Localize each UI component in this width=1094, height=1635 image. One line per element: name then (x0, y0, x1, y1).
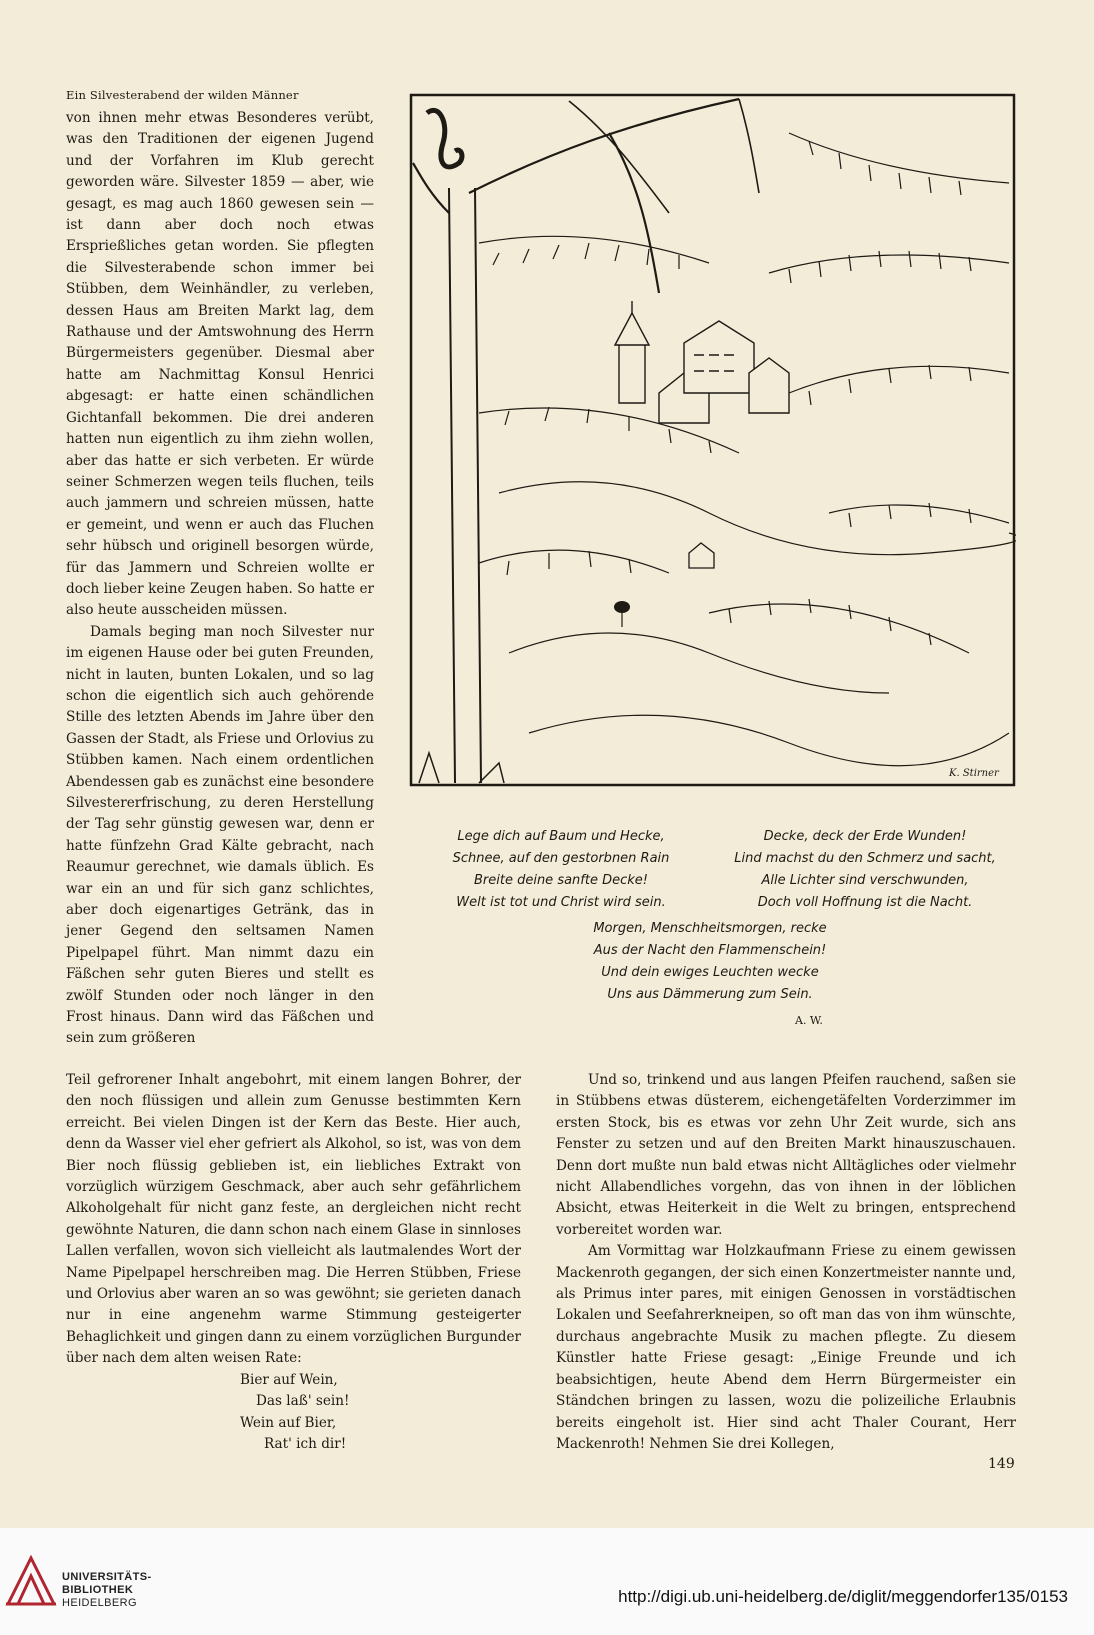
page-number: 149 (988, 1456, 1015, 1472)
snowy-hills (499, 482, 1016, 766)
tree-roots (419, 753, 504, 783)
left-column (66, 108, 374, 1050)
branches-upper (569, 99, 759, 213)
drinking-rhyme (240, 1370, 521, 1456)
right-paragraph-1: Und so, trinkend und aus langen Pfeifen rauchend, saßen sie in Stübbens etwas düsterem, eichengetäfelten Vorderzimmer im ersten Stock, bis es etwas vor zehn Uhr Zeit wurde, sich ans Fenster zu setzen und auf den Breiten Markt hinauszuschauen. Denn dort mußte nun bald etwas nicht Alltägliches oder vielmehr nicht Allabendliches vorgehn, das von ihnen in der löblichen Absicht, etwas Heiterkeit in die Welt zu bringen, entsprechend vorbereitet worden war. (556, 1072, 1016, 1238)
running-head: Ein Silvesterabend der wilden Männer (66, 88, 299, 102)
poem-line: Lege dich auf Baum und Hecke, (457, 829, 665, 844)
poem-line: Decke, deck der Erde Wunden! (763, 829, 967, 844)
poem-signature: A. W. (795, 1014, 823, 1027)
continued-paragraph: Teil gefrorener Inhalt angebohrt, mit einem langen Bohrer, der den noch flüssigen und allein zum Genusse bestimmten Kern erreicht. Bei vielen Dingen ist der Kern das Beste. Hier auch, denn da Wasser viel eher gefriert als Alkohol, so ist, was von dem Bier noch flüssig geblieben ist, ein liebliches Extrakt von vorzüglich würzigem Geschmack, aber auch sehr gefährlichem Alkoholgehalt für nicht ganz feste, an dergleichen nicht recht gewöhnte Naturen, die dann schon nach einem Glase in sinnloses Lallen verfallen, wovon sich vielleicht als lautmalendes Wort der Name Pipelpapel herschreiben mag. Die Herren Stübben, Friese und Orlovius aber waren an so was gewöhnt; sie gerieten danach nur in eine angenehm warme Stimmung gesteigerter Behaglichkeit und gingen dann zu einem vorzüglichen Burgunder über nach dem alten weisen Rate: (66, 1072, 521, 1367)
poem-line: Doch voll Hoffnung ist die Nacht. (757, 895, 973, 910)
hut (689, 543, 714, 568)
poem-line: Aus der Nacht den Flammenschein! (593, 943, 827, 958)
winter-landscape-illustration (409, 93, 1016, 807)
continued-text-block (66, 1070, 521, 1455)
rhyme-line: Wein auf Bier, (240, 1414, 337, 1431)
village (615, 301, 789, 423)
poem-stanza-3 (560, 918, 860, 1006)
rhyme-line: Das laß' sein! (256, 1393, 350, 1410)
poem-line: Welt ist tot und Christ wird sein. (456, 895, 666, 910)
branches (413, 99, 739, 293)
squirrel (427, 110, 462, 167)
poem-line: Und dein ewiges Leuchten wecke (601, 965, 819, 980)
poem-stanza-1 (426, 826, 696, 914)
tree-trunk (449, 188, 481, 783)
rhyme-line: Rat' ich dir! (264, 1435, 347, 1452)
permalink-url[interactable]: http://digi.ub.uni-heidelberg.de/diglit/meggendorfer135/0153 (618, 1587, 1068, 1606)
library-footer (0, 1528, 1094, 1635)
left-paragraph-1: von ihnen mehr etwas Besonderes verübt, was den Traditionen der eigenen Jugend und der Vorfahren im Klub gerecht geworden wäre. Silvester 1859 — aber, wie gesagt, es mag auch 1860 gewesen sein — ist dann aber doch noch etwas Ersprießliches getan worden. Sie pflegten die Silvesterabende schon immer bei Stübben, dem Weinhändler, zu verleben, dessen Haus am Breiten Markt lag, dem Rathause und der Amtswohnung des Herrn Bürgermeisters gegenüber. Diesmal aber hatte am Nachmittag Konsul Henrici abgesagt: er hatte einen schändlichen Gichtanfall bekommen. Die drei anderen hatten nun eigentlich zu ihm ziehn wollen, aber das hatte er sich verbeten. Er würde seiner Schmerzen wegen teils fluchen, teils auch jammern und schreien müssen, hatte er gemeint, und wenn er auch das Fluchen sehr hübsch und originell besorgen würde, für das Jammern und Schreien wollte er doch lieber keine Zeugen haben. So hatte er also heute ausscheiden müssen. (66, 110, 374, 619)
logo-line: UNIVERSITÄTS- (62, 1571, 152, 1583)
logo-line: BIBLIOTHEK (62, 1584, 134, 1596)
poem-line: Alle Lichter sind verschwunden, (761, 873, 969, 888)
poem-line: Breite deine sanfte Decke! (473, 873, 648, 888)
illustration-drawing (409, 93, 1016, 807)
university-seal-icon (4, 1554, 58, 1613)
right-paragraph-2: Am Vormittag war Holzkaufmann Friese zu einem gewissen Mackenroth gegangen, der sich einen Konzertmeister nannte und, als Primus inter pares, mit einigen Genossen in vorstädtischen Lokalen und Seefahrerkneipen, so oft man das von ihm wünschte, durchaus angebrachte Musik zu machen pflegte. Zu diesem Künstler hatte Friese gesagt: „Einige Freunde und ich beabsichtigen, heute Abend dem Herrn Bürgermeister ein Ständchen bringen zu lassen, wozu die polizeiliche Erlaubnis bereits eingeholt ist. Hier sind acht Thaler Courant, Herr Mackenroth! Nehmen Sie drei Kollegen, (556, 1243, 1016, 1452)
logo-line: HEIDELBERG (62, 1597, 137, 1609)
illustration-signature: K. Stirner (949, 768, 999, 779)
right-column (556, 1070, 1016, 1455)
poem-line: Schnee, auf den gestorbnen Rain (452, 851, 670, 866)
rhyme-line: Bier auf Wein, (240, 1371, 338, 1388)
poem-stanza-2 (720, 826, 1010, 914)
poem-line: Morgen, Menschheitsmorgen, recke (593, 921, 827, 936)
left-paragraph-2: Damals beging man noch Silvester nur im eigenen Hause oder bei guten Freunden, nicht in lauten, bunten Lokalen, und so lag schon die eigentlich sich auch gehörende Stille des letzten Abends im Jahre über den Gassen der Stadt, als Friese und Orlovius zu Stübben kamen. Nach einem ordentlichen Abendessen gab es zunächst eine besondere Silvestererfrischung, zu deren Herstellung der Tag sehr günstig gewesen war, denn er hatte fünfzehn Grad Kälte gebracht, nach Reaumur gerechnet, wie damals üblich. Es war ein an und für sich ganz schlichtes, aber doch eigenartiges Getränk, das in jener Gegend den seltsamen Namen Pipelpapel führt. Man nimmt dazu ein Fäßchen sehr guten Bieres und stellt es zwölf Stunden oder noch länger in den Frost hinaus. Dann wird das Fäßchen und sein zum größeren (66, 623, 374, 1047)
library-logo-text (62, 1571, 152, 1610)
illustration-frame (411, 95, 1014, 785)
poem-line: Uns aus Dämmerung zum Sein. (607, 987, 813, 1002)
bird (614, 601, 630, 613)
poem-line: Lind machst du den Schmerz und sacht, (734, 851, 996, 866)
